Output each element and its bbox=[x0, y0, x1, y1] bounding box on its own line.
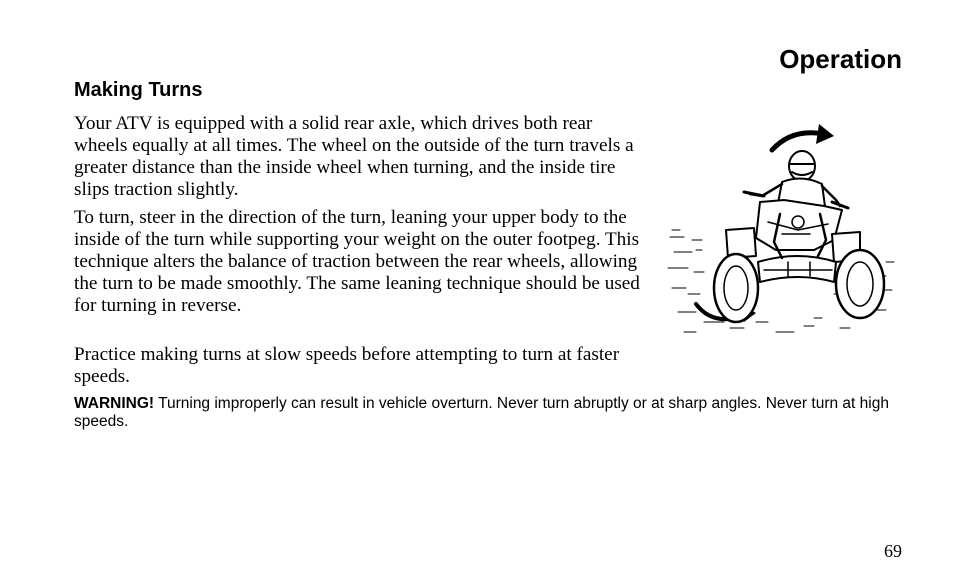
page-number: 69 bbox=[884, 541, 902, 561]
paragraph-1: Your ATV is equipped with a solid rear axle, which drives both rear wheels equally at all times. The wheel on the outside of the turn travels a greater distance than the inside wheel when turning, and the inside tire slips traction slightly. bbox=[74, 113, 634, 200]
atv-rider-turning-icon bbox=[664, 122, 900, 344]
warning-text: Turning improperly can result in vehicle overturn. Never turn abruptly or at sharp angles. Never turn at high speeds. bbox=[74, 395, 889, 430]
warning-label: WARNING! bbox=[74, 395, 155, 412]
paragraph-3: Practice making turns at slow speeds before attempting to turn at faster speeds. bbox=[74, 344, 620, 387]
page-title: Operation bbox=[779, 44, 902, 74]
section-heading: Making Turns bbox=[74, 79, 203, 101]
warning-notice bbox=[74, 395, 904, 431]
paragraph-2: To turn, steer in the direction of the turn, leaning your upper body to the inside of the turn while supporting your weight on the outer footpeg. This technique alters the balance of traction between the rear wheels, allowing the turn to be made smoothly. The same leaning technique should be used for turning in reverse. bbox=[74, 207, 640, 316]
